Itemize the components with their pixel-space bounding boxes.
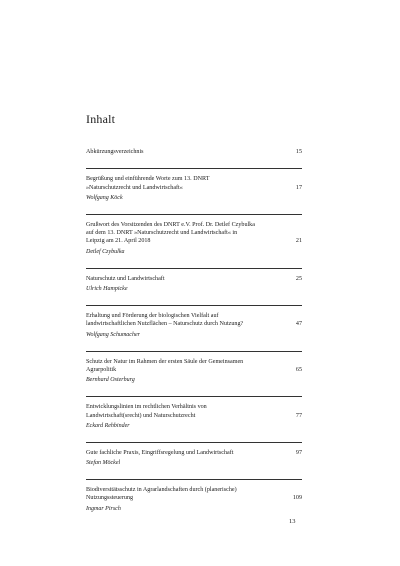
toc-title bbox=[86, 175, 302, 192]
toc-title-line: auf dem 13. DNRT »Naturschutzrecht und Landwirtschaft« in bbox=[86, 230, 238, 237]
toc-title-line: Agrarpolitik bbox=[86, 366, 117, 373]
toc-page-number: 65 bbox=[295, 366, 302, 373]
toc-entry bbox=[86, 214, 302, 256]
toc-title-line: Schutz der Natur im Rahmen der ersten Säule der Gemeinsamen bbox=[86, 358, 244, 365]
toc-author: Bernhard Osterburg bbox=[86, 377, 135, 384]
toc-page-number: 109 bbox=[292, 495, 302, 502]
toc-page-number: 77 bbox=[295, 412, 302, 419]
toc-page-number: 17 bbox=[295, 184, 302, 191]
page-heading: Inhalt bbox=[86, 112, 116, 126]
toc-title-line: »Naturschutzrecht und Landwirtschaft« bbox=[86, 184, 183, 191]
toc-author: Detlef Czybulka bbox=[86, 248, 125, 255]
toc-author: Wolfgang Schumacher bbox=[86, 331, 140, 338]
toc-title-line: Begrüßung und einführende Worte zum 13. DNRT bbox=[86, 176, 210, 183]
toc-title bbox=[86, 312, 302, 329]
toc-author: Eckard Rehbinder bbox=[86, 422, 130, 429]
toc-entry bbox=[86, 305, 302, 339]
toc-title-line: landwirtschaftlichen Nutzflächen – Naturschutz durch Nutzung? bbox=[86, 321, 244, 328]
toc-entry bbox=[86, 148, 302, 156]
toc-title-line: Leipzig am 21. April 2018 bbox=[86, 238, 151, 245]
toc-page-number: 15 bbox=[295, 149, 302, 155]
toc-author: Ingmar Pirsch bbox=[86, 505, 121, 512]
toc-title-line: Nutzungssteuerung bbox=[86, 495, 134, 502]
toc-title bbox=[86, 275, 302, 283]
toc-author: Stefan Möckel bbox=[86, 460, 121, 467]
toc-title-line: Entwicklungslinien im rechtlichen Verhältnis von bbox=[86, 404, 207, 411]
toc-title-line: Naturschutz und Landwirtschaft bbox=[86, 275, 165, 282]
page-folio: 13 bbox=[289, 518, 296, 525]
table-of-contents bbox=[86, 148, 302, 525]
toc-title-line: Landwirtschaft(srecht) und Naturschutzrecht bbox=[86, 412, 196, 419]
toc-page-number: 25 bbox=[295, 275, 302, 282]
toc-page-number: 97 bbox=[295, 449, 302, 456]
toc-title-line: Abkürzungsverzeichnis bbox=[86, 149, 144, 155]
toc-entry bbox=[86, 396, 302, 430]
toc-entry bbox=[86, 479, 302, 513]
toc-title bbox=[86, 449, 302, 457]
toc-title bbox=[86, 221, 302, 246]
toc-title bbox=[86, 486, 302, 503]
toc-entry bbox=[86, 168, 302, 202]
toc-title bbox=[86, 148, 302, 156]
toc-author: Wolfgang Köck bbox=[86, 194, 123, 201]
toc-title bbox=[86, 403, 302, 420]
toc-entry bbox=[86, 351, 302, 385]
toc-title-line: Erhaltung und Förderung der biologischen Vielfalt auf bbox=[86, 313, 219, 320]
toc-title-line: Gute fachliche Praxis, Eingriffsregelung und Landwirtschaft bbox=[86, 449, 234, 456]
toc-title-line: Grußwort des Vorsitzenden des DNRT e.V. Prof. Dr. Detlef Czybulka bbox=[86, 221, 255, 228]
toc-entry bbox=[86, 268, 302, 293]
toc-author: Ulrich Hampicke bbox=[86, 286, 128, 293]
toc-entry bbox=[86, 442, 302, 467]
toc-title bbox=[86, 358, 302, 375]
toc-page-number: 47 bbox=[295, 321, 302, 328]
toc-page-number: 21 bbox=[295, 238, 302, 245]
toc-title-line: Biodiversitätsschutz in Agrarlandschaften durch (planerische) bbox=[86, 487, 237, 494]
